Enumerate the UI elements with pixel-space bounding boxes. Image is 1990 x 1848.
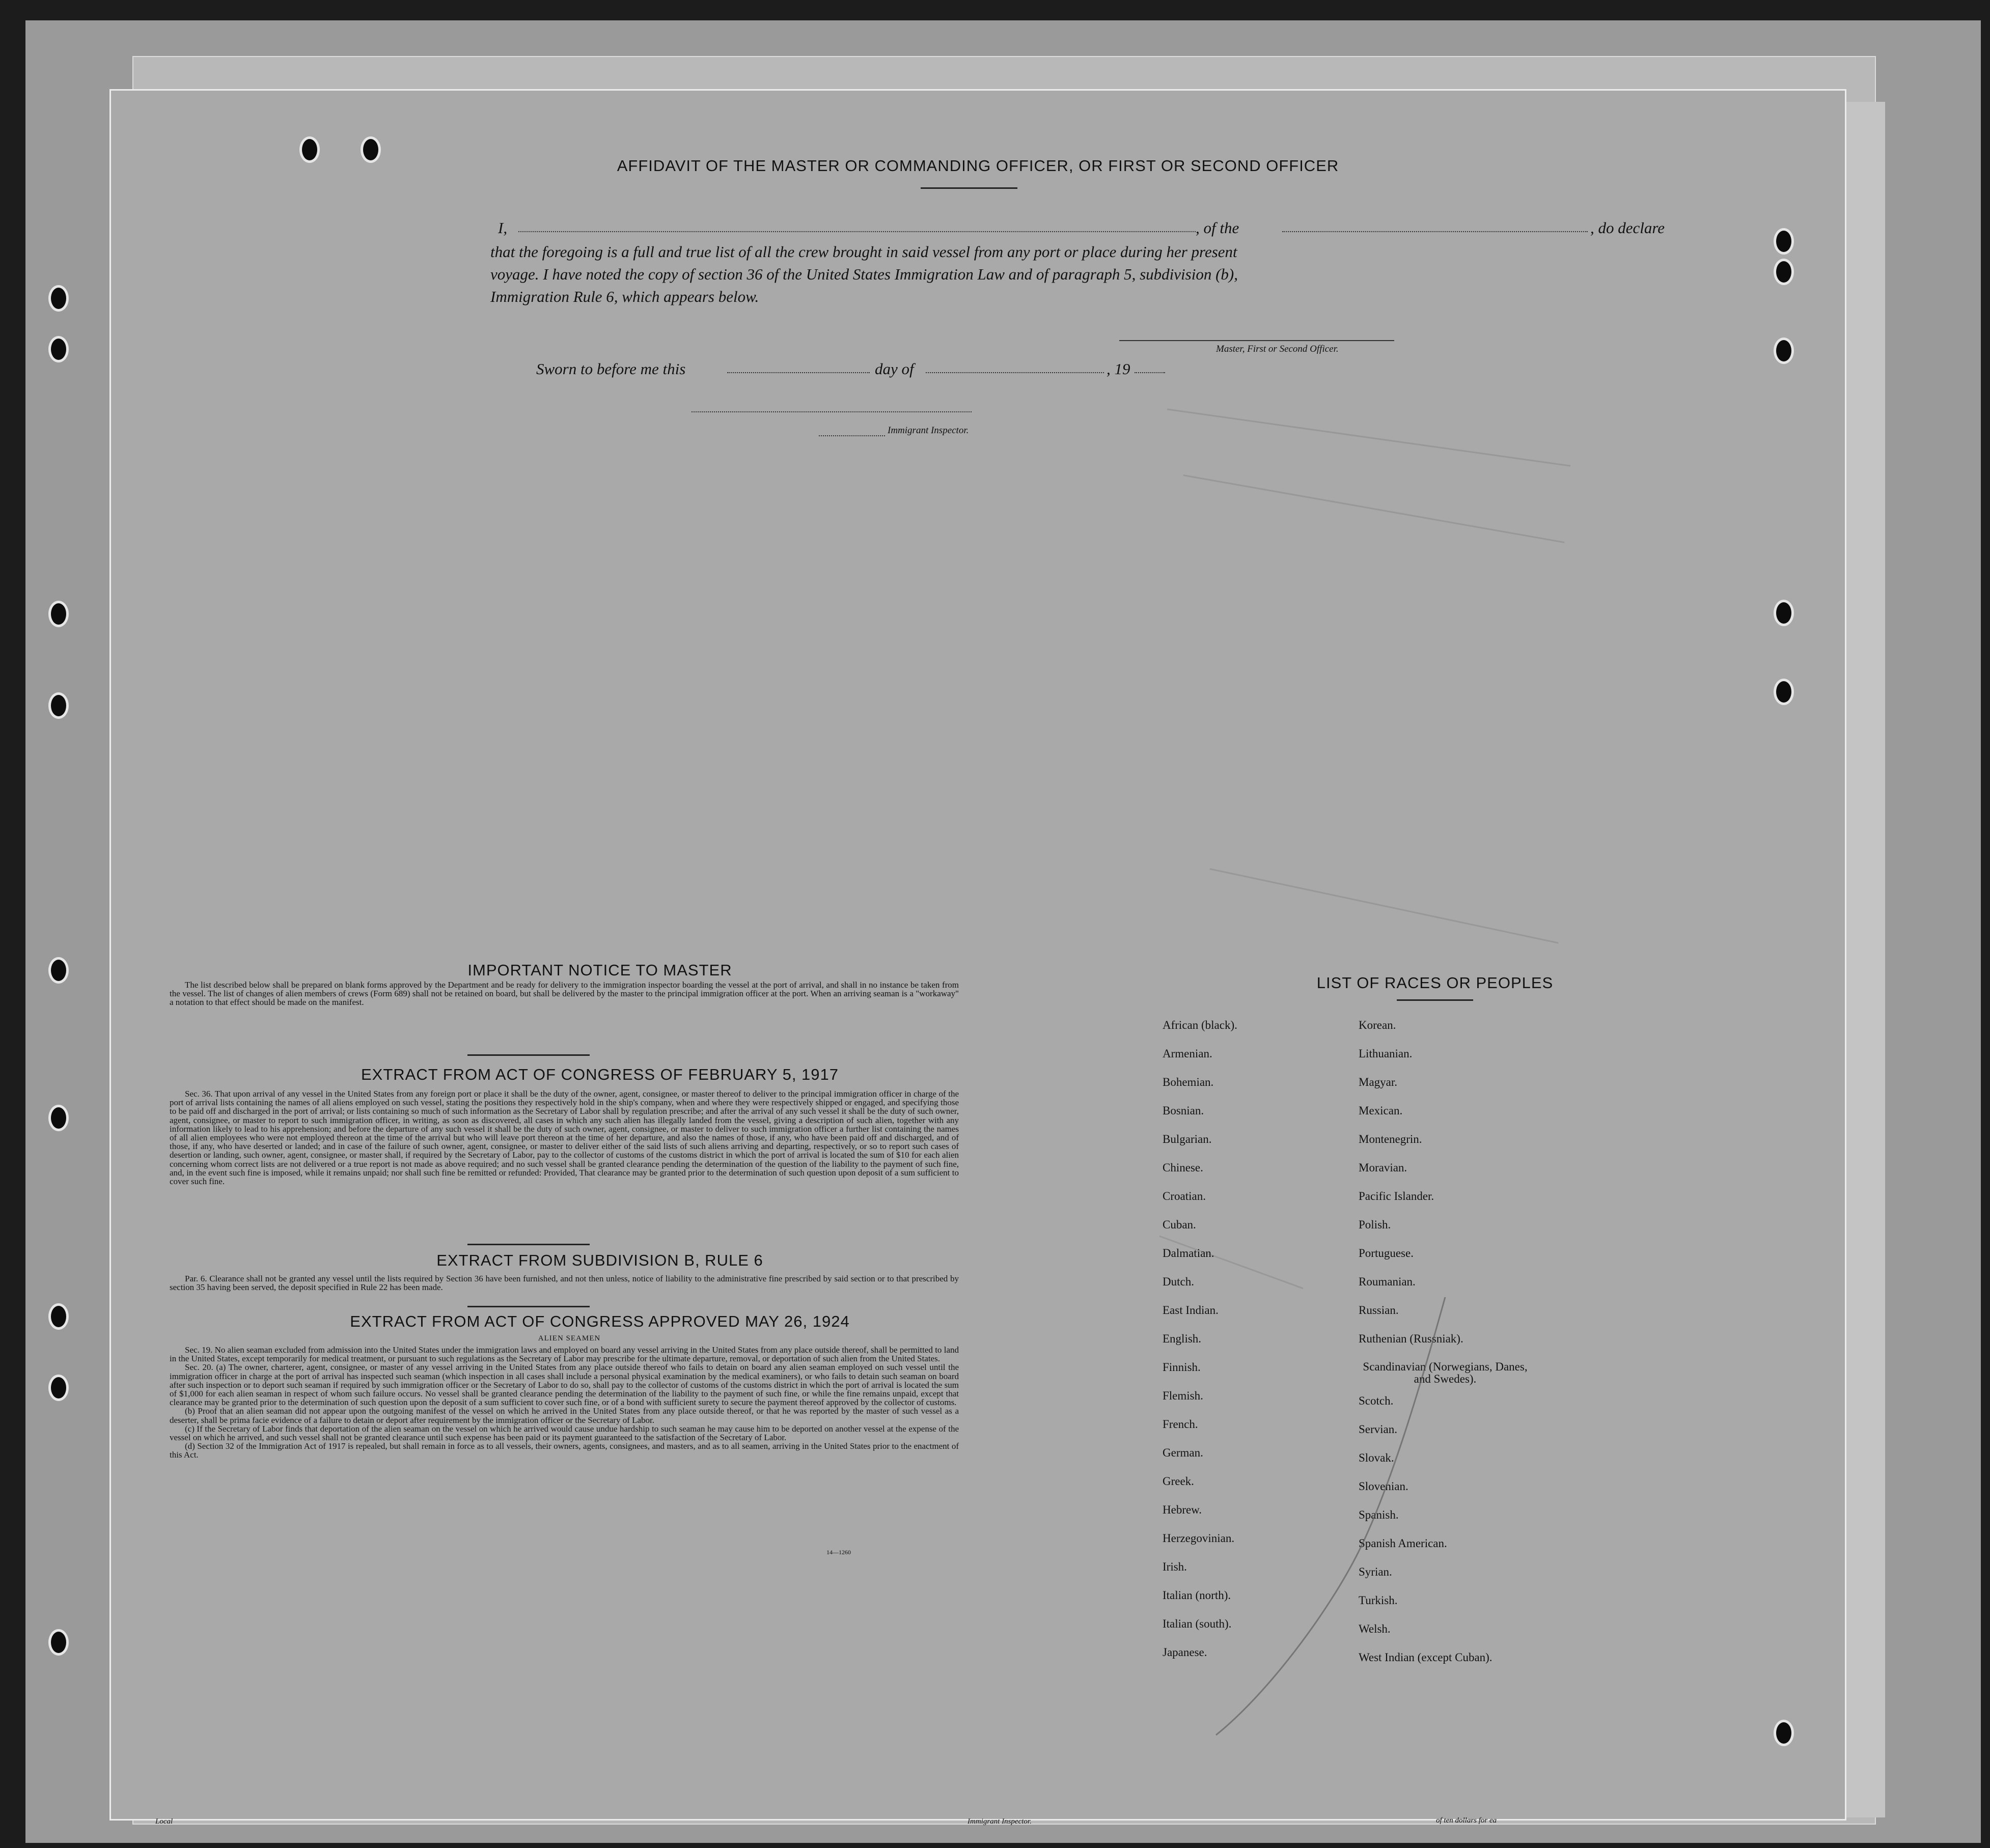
sworn-month-blank — [926, 372, 1104, 373]
race-item: Spanish American. — [1359, 1537, 1447, 1550]
race-item: Slovenian. — [1359, 1480, 1408, 1493]
race-item: Ruthenian (Russniak). — [1359, 1332, 1463, 1345]
race-item: East Indian. — [1163, 1304, 1219, 1317]
sworn-year: , 19 — [1107, 360, 1130, 378]
sworn-year-blank — [1135, 372, 1165, 373]
race-item: Herzegovinian. — [1163, 1532, 1235, 1545]
rule6-heading: EXTRACT FROM SUBDIVISION B, RULE 6 — [436, 1251, 763, 1269]
race-item: Servian. — [1359, 1423, 1398, 1436]
race-item: Flemish. — [1163, 1389, 1203, 1402]
binder-hole-icon — [1774, 600, 1794, 626]
race-item: Cuban. — [1163, 1218, 1196, 1231]
sworn-day-blank — [727, 372, 870, 373]
notice-text: The list described below shall be prepared on blank forms approved by the Department and be ready for delivery to the immigration inspector boarding the vessel at the port of arrival, and shall in no instance be taken from the vessel. The list of changes of alien members of crews (Form 689) shall not be retained on board, but shall be delivered by the master to the principal immigration officer at the port. When an arriving seaman is a "workaway" a notation to that effect should be made on the manifest. — [170, 980, 959, 1007]
binder-hole-icon — [48, 601, 69, 627]
race-item: Italian (south). — [1163, 1617, 1232, 1630]
underlying-sheet-edge — [1843, 102, 1885, 1817]
vessel-blank — [1282, 231, 1588, 232]
race-item: Montenegrin. — [1359, 1133, 1422, 1145]
race-item: Welsh. — [1359, 1622, 1391, 1635]
section-rule — [467, 1244, 590, 1245]
affidavit-i-label: I, — [498, 219, 508, 237]
sworn-day-of: day of — [875, 360, 914, 378]
binder-hole-icon — [48, 1629, 69, 1656]
race-item: Dutch. — [1163, 1275, 1194, 1288]
race-item: Chinese. — [1163, 1161, 1203, 1174]
binder-hole-icon — [1774, 679, 1794, 705]
local-label: Local — [155, 1817, 173, 1826]
affidavit-do-declare-label: , do declare — [1590, 219, 1665, 237]
race-item: Bohemian. — [1163, 1076, 1214, 1088]
race-item: Japanese. — [1163, 1646, 1207, 1659]
affidavit-of-the-label: , of the — [1196, 219, 1239, 237]
race-item: Finnish. — [1163, 1361, 1201, 1374]
race-item: West Indian (except Cuban). — [1359, 1651, 1492, 1664]
alien-seamen-subheading: ALIEN SEAMEN — [538, 1334, 601, 1342]
extract-1924-text: Sec. 19. No alien seaman excluded from admission into the United States under the immigration laws and employed on board any vessel arriving in the United States from any place outside thereof, shall be permitted to land in the United States, except temporarily for medical treatment, or pursuant to such regulations as the Secretary of Labor may prescribe for the ultimate departure, removal, or deportation of such alien from the United States. Sec. 20. (a) The owner, charterer, agent, consignee, or master of any vessel arriving in the United States from any place outside thereof who fails to detain on board any alien seaman employed on such vessel until the immigration officer in charge at the port of arrival has inspected such seaman (which inspection in all cases shall include a personal physical examination by the medical examiners), or who fails to detain such seaman on board after such inspection or to deport such seaman if required by such immigration officer or the Secretary of Labor to do so, shall pay to the collector of customs of the customs district in which the port of arrival is located the sum of $1,000 for each alien seaman in respect of whom such failure occurs. No vessel shall be granted clearance pending the determination of the liability to the payment of such fine, or while the fine remains unpaid, except that clearance may be granted prior to the determination of such question upon the deposit of a sum sufficient to cover such fine, or of a bond with sufficient surety to secure the payment thereof approved by the collector of customs. (b) Proof that an alien seaman did not appear upon the outgoing manifest of the vessel on which he arrived in the United States from any place outside thereof, or that he was reported by the master of such vessel as a deserter, shall be prima facie evidence of a failure to detain or deport after requirement by the immigration officer or the Secretary of Labor. (c) If the Secretary of Labor finds that deportation of the alien seaman on the vessel on which he arrived would cause undue hardship to such seaman he may cause him to be deported on another vessel at the expense of the vessel on which he arrived, and such vessel shall not be granted clearance until such expense has been paid or its payment guaranteed to the satisfaction of the Secretary of Labor. (d) Section 32 of the Immigration Act of 1917 is repealed, but shall remain in force as to all vessels, their owners, agents, consignees, and masters, and as to all seamen, arriving in the United States prior to the enactment of this Act. — [170, 1345, 959, 1460]
race-item: Irish. — [1163, 1560, 1187, 1573]
inspector-label: Immigrant Inspector. — [888, 425, 969, 436]
race-item: Scotch. — [1359, 1394, 1394, 1407]
race-item: Russian. — [1359, 1304, 1399, 1317]
sworn-prefix: Sworn to before me this — [536, 360, 686, 378]
race-item: Italian (north). — [1163, 1589, 1231, 1602]
race-item: Syrian. — [1359, 1565, 1392, 1578]
races-rule — [1397, 999, 1473, 1001]
race-item: Bulgarian. — [1163, 1133, 1212, 1145]
race-item: Lithuanian. — [1359, 1047, 1413, 1060]
binder-hole-icon — [1774, 1720, 1794, 1746]
affidavit-page — [109, 89, 1846, 1821]
race-item: Hebrew. — [1163, 1503, 1202, 1516]
race-item: Mexican. — [1359, 1104, 1403, 1117]
binder-hole-icon — [48, 1105, 69, 1131]
race-item: Greek. — [1163, 1475, 1194, 1488]
race-item: Turkish. — [1359, 1594, 1398, 1607]
signature-line — [1119, 340, 1394, 341]
inspector-signature-line — [692, 411, 972, 412]
race-item: Scandinavian (Norwegians, Danes, and Swedes). — [1363, 1360, 1528, 1385]
form-number: 14—1260 — [826, 1549, 851, 1556]
affidavit-body-line1: that the foregoing is a full and true list of all the crew brought in said vessel from any port or place during her present — [490, 243, 1237, 261]
section-rule — [467, 1054, 590, 1056]
races-heading: LIST OF RACES OR PEOPLES — [1316, 974, 1554, 992]
race-item: Armenian. — [1163, 1047, 1212, 1060]
signature-label: Master, First or Second Officer. — [1216, 344, 1339, 354]
race-item: Roumanian. — [1359, 1275, 1416, 1288]
binder-hole-icon — [1774, 338, 1794, 364]
race-item: Polish. — [1359, 1218, 1391, 1231]
race-item: English. — [1163, 1332, 1202, 1345]
bottom-fine-fragment: of ten dollars for ea — [1436, 1816, 1497, 1825]
notice-heading: IMPORTANT NOTICE TO MASTER — [467, 961, 732, 979]
rule6-text: Par. 6. Clearance shall not be granted any vessel until the lists required by Section 36 have been furnished, and not then unless, notice of liability to the administrative fine prescribed by said section or to that prescribed by section 35 having been served, the deposit specified in Rule 22 has been made. — [170, 1274, 959, 1293]
name-blank — [518, 231, 1196, 232]
race-item: Croatian. — [1163, 1190, 1206, 1202]
binder-hole-icon — [48, 1375, 69, 1401]
race-item: Slovak. — [1359, 1451, 1394, 1464]
race-item: Portuguese. — [1359, 1247, 1414, 1259]
race-item: French. — [1163, 1418, 1198, 1431]
affidavit-body-line2: voyage. I have noted the copy of section 36 of the United States Immigration Law and of paragraph 5, subdivision (b), — [490, 265, 1238, 283]
binder-hole-icon — [48, 692, 69, 719]
race-item: Moravian. — [1359, 1161, 1407, 1174]
race-item: German. — [1163, 1446, 1203, 1459]
binder-hole-icon — [48, 957, 69, 984]
extract-1917-heading: EXTRACT FROM ACT OF CONGRESS OF FEBRUARY 5, 1917 — [361, 1066, 839, 1083]
race-item: Bosnian. — [1163, 1104, 1204, 1117]
inspector-dots — [819, 435, 885, 436]
race-item: Magyar. — [1359, 1076, 1398, 1088]
pencil-mark — [1206, 1287, 1460, 1745]
affidavit-body-line3: Immigration Rule 6, which appears below. — [490, 288, 759, 305]
binder-hole-icon — [48, 1303, 69, 1330]
race-item: Korean. — [1359, 1019, 1396, 1031]
race-item: African (black). — [1163, 1019, 1237, 1031]
bottom-inspector-label: Immigrant Inspector. — [968, 1817, 1032, 1826]
race-item: Spanish. — [1359, 1508, 1399, 1521]
race-item: Dalmatian. — [1163, 1247, 1214, 1259]
binder-hole-icon — [48, 285, 69, 312]
race-item: Pacific Islander. — [1359, 1190, 1434, 1202]
binder-hole-icon — [48, 336, 69, 362]
affidavit-heading: AFFIDAVIT OF THE MASTER OR COMMANDING OFFICER, OR FIRST OR SECOND OFFICER — [617, 157, 1339, 175]
extract-1917-text: Sec. 36. That upon arrival of any vessel in the United States from any foreign port or place it shall be the duty of the owner, agent, consignee, or master thereof to deliver to the principal immigration officer in charge of the port of arrival lists containing the names of all aliens employed on such vessel, stating the positions they respectively hold in the ship's company, when and where they were respectively shipped or engaged, and specifying those to be paid off and discharged in the port of arrival; or lists containing so much of such information as the Secretary of Labor shall by regulation prescribe; and after the arrival of any such vessel it shall be the duty of such owner, agent, consignee, or master to report to such immigration officer, in writing, as soon as discovered, all cases in which any such alien has illegally landed from the vessel, giving a description of such alien, together with any information likely to lead to his apprehension; and before the departure of any such vessel it shall be the duty of such owner, agent, consignee, or master to deliver to such immigration officer a further list containing the names of all alien employees who were not employed thereon at the time of the arrival but who will leave port thereon at the time of her departure, and also the names of those, if any, who have been paid off and discharged, and of those, if any, who have deserted or landed; and in case of the failure of such owner, agent, consignee, or master to deliver either of the said lists of such aliens arriving and departing, respectively, or so to report such cases of desertion or landing, such owner, agent, consignee, or master shall, if required by the Secretary of Labor, pay to the collector of customs of the customs district in which the port of arrival is located the sum of $10 for each alien concerning whom correct lists are not delivered or a true report is not made as above required; and no such vessel shall be granted clearance pending the determination of the question of the liability to the payment of such fine, and, in the event such fine is imposed, while it remains unpaid; nor shall such fine be remitted or refunded: Provided, That clearance may be granted prior to the determination of such question upon deposit of a sum sufficient to cover such fine. — [170, 1089, 959, 1187]
heading-rule — [921, 187, 1017, 189]
section-rule — [467, 1306, 590, 1307]
extract-1924-heading: EXTRACT FROM ACT OF CONGRESS APPROVED MAY 26, 1924 — [350, 1312, 850, 1330]
